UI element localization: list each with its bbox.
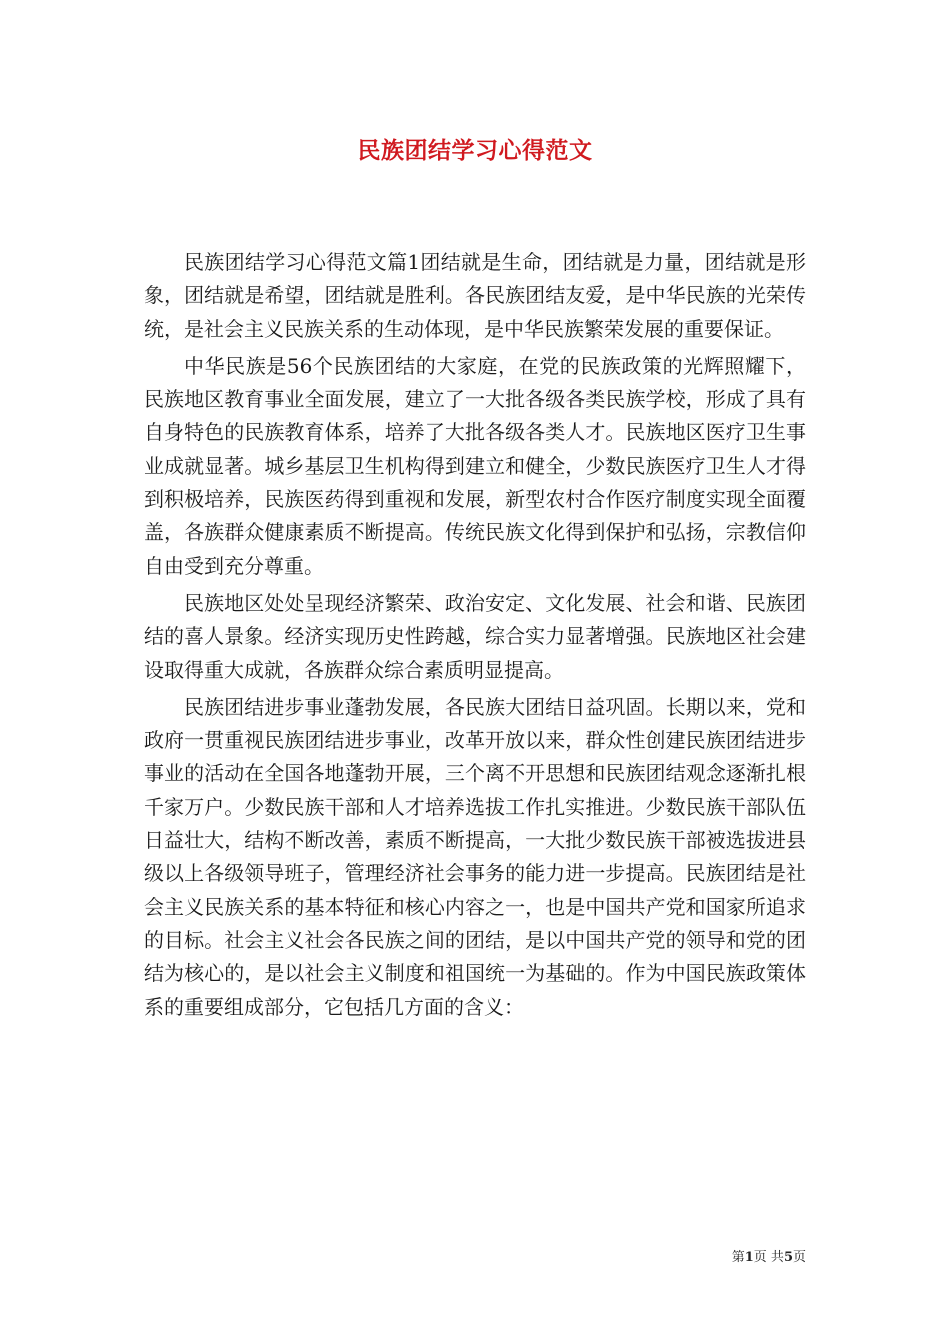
footer-total-pages: 5	[783, 1250, 793, 1265]
paragraph-4: 民族团结进步事业蓬勃发展，各民族大团结日益巩固。长期以来，党和政府一贯重视民族团结进步事业，改革开放以来，群众性创建民族团结进步事业的活动在全国各地蓬勃开展，三个离不开思想和民族团结观念逐渐扎根千家万户。少数民族干部和人才培养选拔工作扎实推进。少数民族干部队伍日益壮大，结构不断改善，素质不断提高，一大批少数民族干部被选拔进县级以上各级领导班子，管理经济社会事务的能力进一步提高。民族团结是社会主义民族关系的基本特征和核心内容之一，也是中国共产党和国家所追求的目标。社会主义社会各民族之间的团结，是以中国共产党的领导和党的团结为核心的，是以社会主义制度和祖国统一为基础的。作为中国民族政策体系的重要组成部分，它包括几方面的含义：	[144, 694, 806, 1019]
footer-suffix: 页	[792, 1250, 806, 1265]
paragraph-1: 民族团结学习心得范文篇1团结就是生命，团结就是力量，团结就是形象，团结就是希望，团结就是胜利。各民族团结友爱，是中华民族的光荣传统，是社会主义民族关系的生动体现，是中华民族繁荣发展的重要保证。	[144, 250, 806, 341]
footer-current-page: 1	[744, 1250, 754, 1265]
document-body	[144, 246, 806, 1028]
paragraph-3: 民族地区处处呈现经济繁荣、政治安定、文化发展、社会和谐、民族团结的喜人景象。经济实现历史性跨越，综合实力显著增强。民族地区社会建设取得重大成就，各族群众综合素质明显提高。	[144, 590, 806, 682]
document-title: 民族团结学习心得范文	[357, 137, 593, 164]
paragraph-2: 中华民族是56个民族团结的大家庭，在党的民族政策的光辉照耀下，民族地区教育事业全面发展，建立了一大批各级各类民族学校，形成了具有自身特色的民族教育体系，培养了大批各级各类人才。民族地区医疗卫生事业成就显著。城乡基层卫生机构得到建立和健全，少数民族医疗卫生人才得到积极培养，民族医药得到重视和发展，新型农村合作医疗制度实现全面覆盖，各族群众健康素质不断提高。传统民族文化得到保护和弘扬，宗教信仰自由受到充分尊重。	[144, 353, 806, 578]
footer-prefix: 第	[731, 1250, 745, 1265]
footer-middle: 页 共	[753, 1250, 784, 1265]
page-number-footer	[732, 1246, 806, 1265]
